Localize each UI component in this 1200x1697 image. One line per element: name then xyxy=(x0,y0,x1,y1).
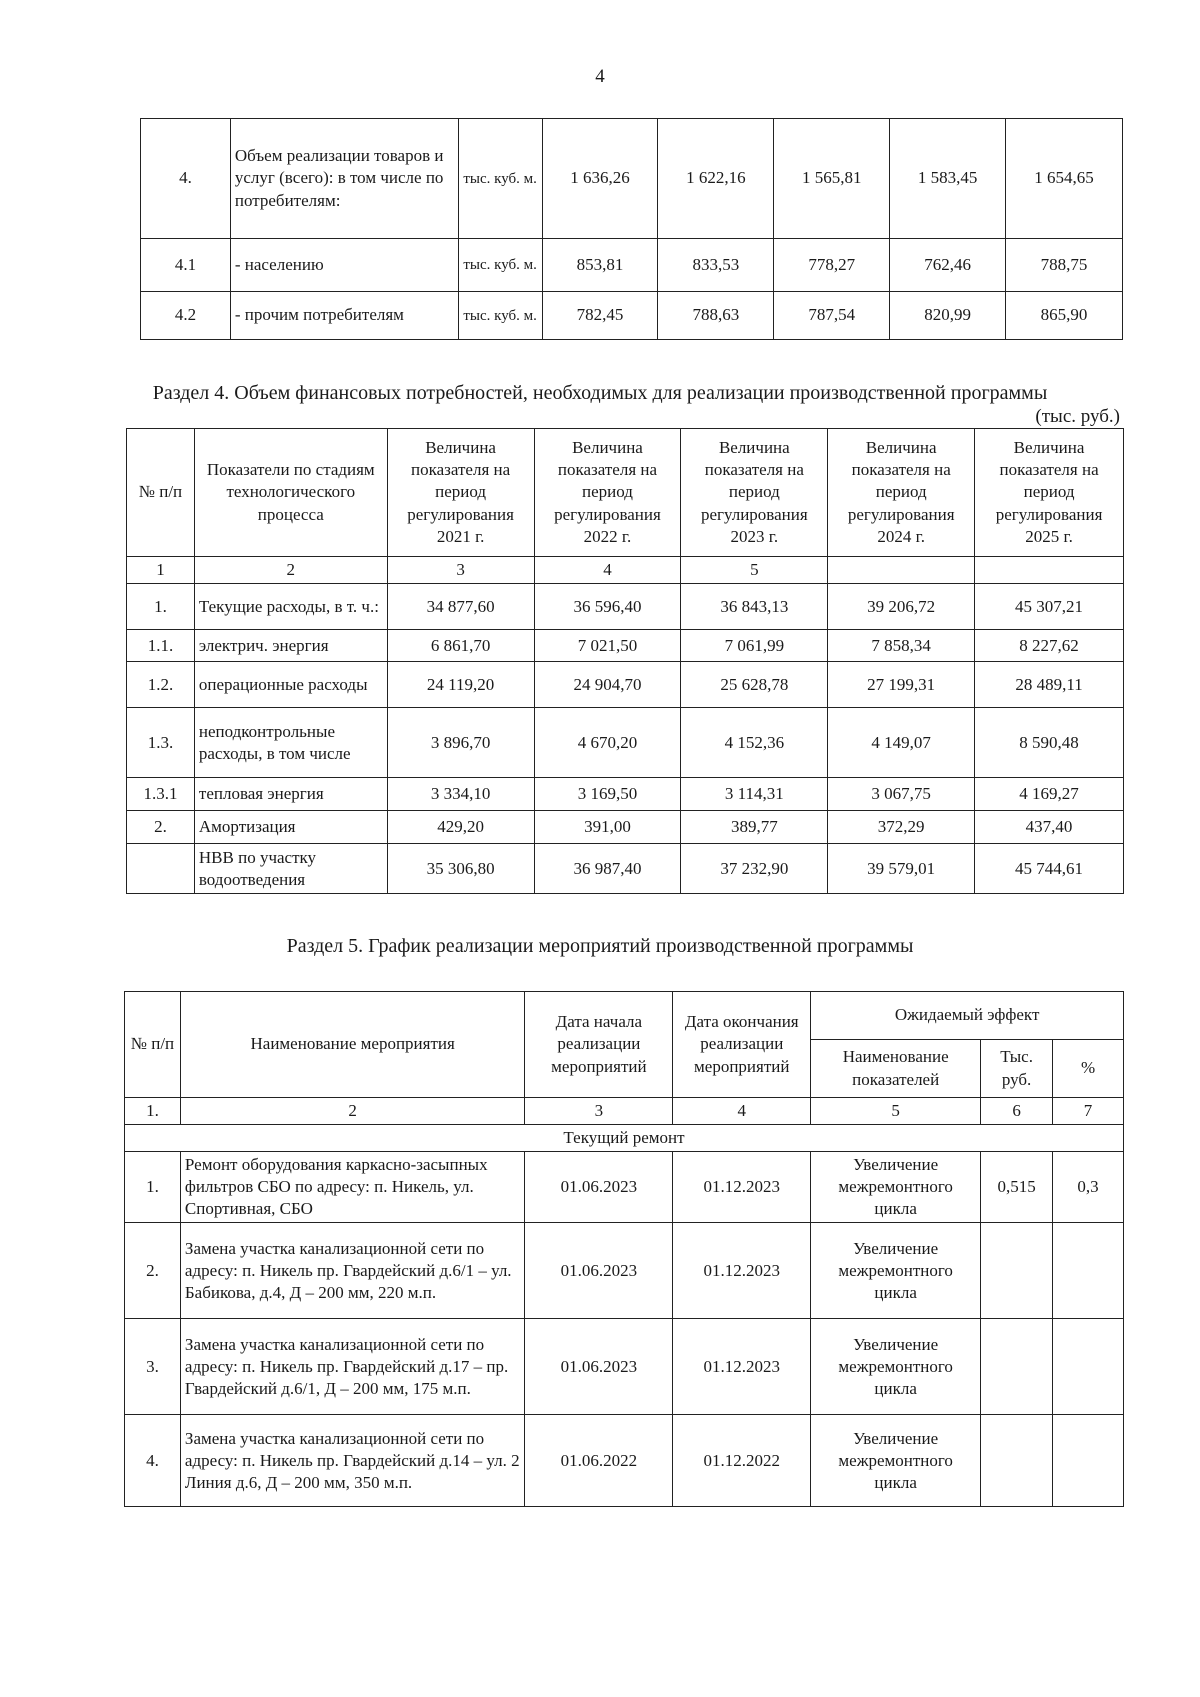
header-2022: Величина показателя на период регулирования 2022 г. xyxy=(534,429,681,557)
financial-needs-table xyxy=(126,428,1124,894)
value-2021: 853,81 xyxy=(542,239,658,292)
value-2023: 3 114,31 xyxy=(681,778,828,811)
header-2025: Величина показателя на период регулирования 2025 г. xyxy=(975,429,1124,557)
value-2025: 4 169,27 xyxy=(975,778,1124,811)
column-number-row xyxy=(127,557,1124,584)
row-name: Текущие расходы, в т. ч.: xyxy=(194,584,387,630)
table-row xyxy=(141,292,1123,340)
col-number: 2 xyxy=(180,1098,525,1125)
header-name: Показатели по стадиям технологического процесса xyxy=(194,429,387,557)
value-2023: 389,77 xyxy=(681,811,828,844)
table-row xyxy=(141,239,1123,292)
value-2022: 7 021,50 xyxy=(534,630,681,662)
end-date: 01.12.2022 xyxy=(673,1415,811,1507)
row-number: 1. xyxy=(125,1152,181,1223)
effect-pct xyxy=(1053,1223,1124,1319)
table-row xyxy=(127,778,1124,811)
col-number: 1 xyxy=(127,557,195,584)
row-number: 1.1. xyxy=(127,630,195,662)
effect: Увеличение межремонтного цикла xyxy=(811,1152,981,1223)
value-2024: 27 199,31 xyxy=(828,662,975,708)
row-name: Объем реализации товаров и услуг (всего): в том числе по потребителям: xyxy=(230,119,458,239)
col-number-empty xyxy=(828,557,975,584)
col-number: 4 xyxy=(534,557,681,584)
value-2024: 3 067,75 xyxy=(828,778,975,811)
row-number: 4. xyxy=(125,1415,181,1507)
row-number xyxy=(127,844,195,894)
value-2021: 6 861,70 xyxy=(387,630,534,662)
col-number: 5 xyxy=(811,1098,981,1125)
row-number: 1.3.1 xyxy=(127,778,195,811)
start-date: 01.06.2022 xyxy=(525,1415,673,1507)
value-2024: 762,46 xyxy=(890,239,1006,292)
value-2022: 788,63 xyxy=(658,292,774,340)
row-number: 2. xyxy=(125,1223,181,1319)
end-date: 01.12.2023 xyxy=(673,1223,811,1319)
row-unit: тыс. куб. м. xyxy=(458,292,542,340)
row-name: Амортизация xyxy=(194,811,387,844)
value-2021: 34 877,60 xyxy=(387,584,534,630)
table-row xyxy=(125,1223,1124,1319)
page-number: 4 xyxy=(595,66,605,87)
effect: Увеличение межремонтного цикла xyxy=(811,1223,981,1319)
value-2021: 3 896,70 xyxy=(387,708,534,778)
row-number: 1.3. xyxy=(127,708,195,778)
start-date: 01.06.2023 xyxy=(525,1319,673,1415)
row-name: электрич. энергия xyxy=(194,630,387,662)
value-2023: 1 565,81 xyxy=(774,119,890,239)
header-name: Наименование мероприятия xyxy=(180,992,525,1098)
value-2022: 36 596,40 xyxy=(534,584,681,630)
end-date: 01.12.2023 xyxy=(673,1152,811,1223)
value-2024: 7 858,34 xyxy=(828,630,975,662)
value-2025: 437,40 xyxy=(975,811,1124,844)
header-num: № п/п xyxy=(127,429,195,557)
value-2021: 429,20 xyxy=(387,811,534,844)
row-name: Ремонт оборудования каркасно-засыпных фильтров СБО по адресу: п. Никель, ул. Спортивная, СБО xyxy=(180,1152,525,1223)
table-row xyxy=(125,1152,1124,1223)
start-date: 01.06.2023 xyxy=(525,1152,673,1223)
effect-rub xyxy=(981,1223,1053,1319)
col-number: 5 xyxy=(681,557,828,584)
header-indicator: Наименование показателей xyxy=(811,1040,981,1098)
table-row xyxy=(125,1415,1124,1507)
value-2022: 391,00 xyxy=(534,811,681,844)
header-end-date: Дата окончания реализации мероприятий xyxy=(673,992,811,1098)
volume-table xyxy=(140,118,1123,340)
group-row xyxy=(125,1125,1124,1152)
value-2023: 37 232,90 xyxy=(681,844,828,894)
effect-pct xyxy=(1053,1415,1124,1507)
row-number: 4.1 xyxy=(141,239,231,292)
value-2024: 39 206,72 xyxy=(828,584,975,630)
header-expected-effect: Ожидаемый эффект xyxy=(811,992,1124,1040)
table-row xyxy=(127,844,1124,894)
header-2024: Величина показателя на период регулирования 2024 г. xyxy=(828,429,975,557)
table-row xyxy=(127,811,1124,844)
table-row xyxy=(127,630,1124,662)
row-name: операционные расходы xyxy=(194,662,387,708)
table-row xyxy=(127,662,1124,708)
effect-rub xyxy=(981,1415,1053,1507)
row-number: 4. xyxy=(141,119,231,239)
start-date: 01.06.2023 xyxy=(525,1223,673,1319)
effect-rub: 0,515 xyxy=(981,1152,1053,1223)
row-number: 3. xyxy=(125,1319,181,1415)
row-number: 1.2. xyxy=(127,662,195,708)
col-number: 4 xyxy=(673,1098,811,1125)
table-row xyxy=(141,119,1123,239)
value-2024: 820,99 xyxy=(890,292,1006,340)
value-2021: 35 306,80 xyxy=(387,844,534,894)
value-2023: 778,27 xyxy=(774,239,890,292)
value-2025: 1 654,65 xyxy=(1006,119,1123,239)
row-name: Замена участка канализационной сети по адресу: п. Никель пр. Гвардейский д.6/1 – ул. Бабикова, д.4, Д – 200 мм, 220 м.п. xyxy=(180,1223,525,1319)
section5-title: Раздел 5. График реализации мероприятий производственной программы xyxy=(286,935,914,957)
value-2022: 3 169,50 xyxy=(534,778,681,811)
col-number: 3 xyxy=(387,557,534,584)
header-row xyxy=(127,429,1124,557)
value-2021: 3 334,10 xyxy=(387,778,534,811)
value-2021: 1 636,26 xyxy=(542,119,658,239)
row-name: - населению xyxy=(230,239,458,292)
value-2024: 39 579,01 xyxy=(828,844,975,894)
section4-unit-note: (тыс. руб.) xyxy=(1035,406,1120,427)
row-name: Замена участка канализационной сети по адресу: п. Никель пр. Гвардейский д.14 – ул. 2 Линия д.6, Д – 200 мм, 350 м.п. xyxy=(180,1415,525,1507)
effect-pct xyxy=(1053,1319,1124,1415)
header-start-date: Дата начала реализации мероприятий xyxy=(525,992,673,1098)
header-rub: Тыс. руб. xyxy=(981,1040,1053,1098)
effect-rub xyxy=(981,1319,1053,1415)
section4-title: Раздел 4. Объем финансовых потребностей, необходимых для реализации производственной программы xyxy=(152,382,1048,404)
value-2025: 788,75 xyxy=(1006,239,1123,292)
column-number-row xyxy=(125,1098,1124,1125)
value-2021: 24 119,20 xyxy=(387,662,534,708)
row-name: тепловая энергия xyxy=(194,778,387,811)
row-number: 1. xyxy=(127,584,195,630)
value-2024: 1 583,45 xyxy=(890,119,1006,239)
table-row xyxy=(127,584,1124,630)
value-2023: 7 061,99 xyxy=(681,630,828,662)
row-number: 4.2 xyxy=(141,292,231,340)
value-2025: 865,90 xyxy=(1006,292,1123,340)
value-2022: 24 904,70 xyxy=(534,662,681,708)
col-number: 1. xyxy=(125,1098,181,1125)
value-2025: 8 227,62 xyxy=(975,630,1124,662)
effect-pct: 0,3 xyxy=(1053,1152,1124,1223)
header-row xyxy=(125,992,1124,1040)
value-2023: 25 628,78 xyxy=(681,662,828,708)
header-2021: Величина показателя на период регулирования 2021 г. xyxy=(387,429,534,557)
value-2024: 372,29 xyxy=(828,811,975,844)
col-number: 3 xyxy=(525,1098,673,1125)
value-2023: 36 843,13 xyxy=(681,584,828,630)
effect: Увеличение межремонтного цикла xyxy=(811,1319,981,1415)
value-2024: 4 149,07 xyxy=(828,708,975,778)
row-number: 2. xyxy=(127,811,195,844)
value-2023: 787,54 xyxy=(774,292,890,340)
value-2022: 833,53 xyxy=(658,239,774,292)
row-unit: тыс. куб. м. xyxy=(458,119,542,239)
schedule-table xyxy=(124,991,1124,1507)
table-row xyxy=(127,708,1124,778)
col-number: 7 xyxy=(1053,1098,1124,1125)
group-label: Текущий ремонт xyxy=(125,1125,1124,1152)
col-number: 6 xyxy=(981,1098,1053,1125)
row-name: неподконтрольные расходы, в том числе xyxy=(194,708,387,778)
header-2023: Величина показателя на период регулирования 2023 г. xyxy=(681,429,828,557)
value-2021: 782,45 xyxy=(542,292,658,340)
value-2025: 8 590,48 xyxy=(975,708,1124,778)
header-pct: % xyxy=(1053,1040,1124,1098)
value-2022: 1 622,16 xyxy=(658,119,774,239)
value-2025: 45 744,61 xyxy=(975,844,1124,894)
value-2025: 45 307,21 xyxy=(975,584,1124,630)
end-date: 01.12.2023 xyxy=(673,1319,811,1415)
effect: Увеличение межремонтного цикла xyxy=(811,1415,981,1507)
col-number-empty xyxy=(975,557,1124,584)
header-num: № п/п xyxy=(125,992,181,1098)
row-name: - прочим потребителям xyxy=(230,292,458,340)
col-number: 2 xyxy=(194,557,387,584)
row-name: НВВ по участку водоотведения xyxy=(194,844,387,894)
value-2022: 36 987,40 xyxy=(534,844,681,894)
table-row xyxy=(125,1319,1124,1415)
value-2023: 4 152,36 xyxy=(681,708,828,778)
value-2022: 4 670,20 xyxy=(534,708,681,778)
value-2025: 28 489,11 xyxy=(975,662,1124,708)
row-name: Замена участка канализационной сети по адресу: п. Никель пр. Гвардейский д.17 – пр. Гвардейский д.6/1, Д – 200 мм, 175 м.п. xyxy=(180,1319,525,1415)
row-unit: тыс. куб. м. xyxy=(458,239,542,292)
